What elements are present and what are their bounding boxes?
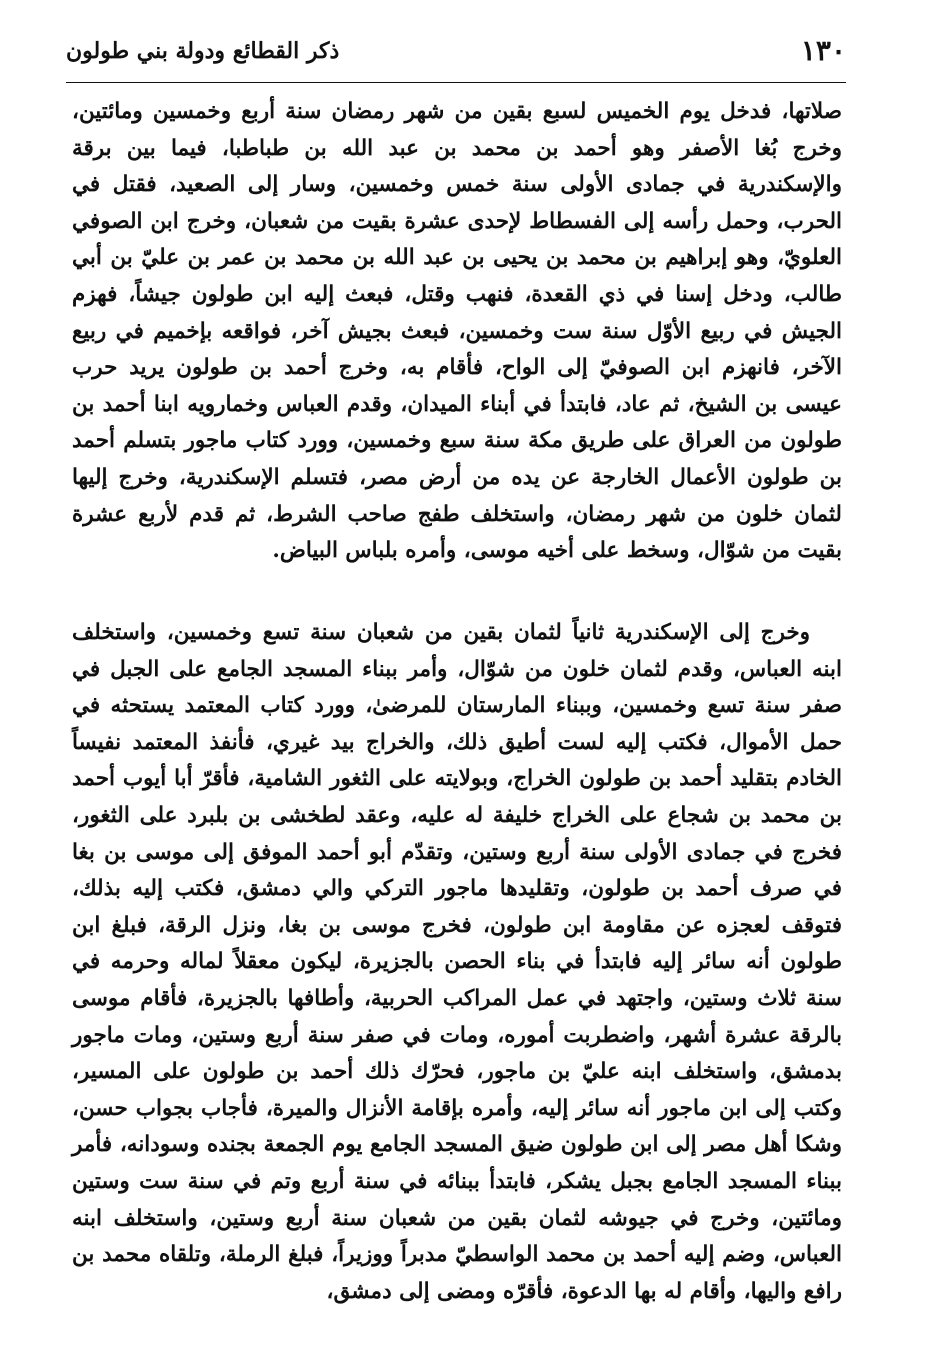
paragraph-text: وخرج إلى الإسكندرية ثانياً لثمان بقين من شعبان سنة تسع وخمسين، واستخلف ابنه العباس، وقدم لثمان خلون من شوّال، وأمر ببناء المسجد الجامع على الجبل في صفر سنة تسع وخمسين، وببناء المارستان للمرضىٰ، وورد كتاب المعتمد يستحثه في حمل الأموال، فكتب إليه لست أطيق ذلك، والخراج بيد غيري، فأنفذ المعتمد نفيساً الخادم بتقليد أحمد بن طولون الخراج، وبولايته على الثغور الشامية، فأقرّ أبا أيوب أحمد بن محمد بن شجاع على الخراج خليفة له عليه، وعقد لطخشى بن بلبرد على الثغور، فخرج في جمادى الأولى سنة أربع وستين، وتقدّم أبو أحمد الموفق إلى موسى بن بغا في صرف أحمد بن طولون، وتقليدها ماجور التركي والي دمشق، فكتب إليه بذلك، فتوقف لعجزه عن مقاومة ابن طولون، فخرج موسى بن بغا، ونزل الرقة، فبلغ ابن طولون أنه سائر إليه فابتدأ في بناء الحصن بالجزيرة، ليكون معقلاً لماله وحرمه في سنة ثلاث وستين، واجتهد في عمل المراكب الحربية، وأطافها بالجزيرة، فأقام موسى بالرقة عشرة أشهر، واضطربت أموره، ومات في صفر سنة أربع وستين، ومات ماجور بدمشق، واستخلف ابنه عليّ بن ماجور، فحرّك ذلك أحمد بن طولون على المسير، وكتب إلى ابن ماجور أنه سائر إليه، وأمره بإقامة الأنزال والميرة، فأجاب بجواب حسن، وشكا أهل مصر إلى ابن طولون ضيق المسجد الجامع يوم الجمعة بجنده وسودانه، فأمر ببناء المسجد الجامع بجبل يشكر، فابتدأ ببنائه في سنة أربع وتم في سنة ست وستين ومائتين، وخرج في جيوشه لثمان بقين من شعبان سنة أربع وستين، واستخلف ابنه العباس، وضم إليه أحمد بن محمد الواسطيّ مدبراً ووزيراً، فبلغ الرملة، وتلقاه محمد بن رافع واليها، وأقام له بها الدعوة، فأقرّه ومضى إلى دمشق، [72,620,842,1304]
page-number: ١٣٠ [800,34,846,67]
paragraph-text: صلاتها، فدخل يوم الخميس لسبع بقين من شهر رمضان سنة أربع وخمسين ومائتين، وخرج بُغا الأصفر وهو أحمد بن محمد بن عبد الله بن طباطبا، فيما بين برقة والإسكندرية في جمادى الأولى سنة خمس وخمسين، وسار إلى الصعيد، فقتل في الحرب، وحمل رأسه إلى الفسطاط لإحدى عشرة بقيت من شعبان، وخرج ابن الصوفي العلويّ، وهو إبراهيم بن محمد بن يحيى بن عبد الله بن محمد بن عمر بن عليّ بن أبي طالب، ودخل إسنا في ذي القعدة، فنهب وقتل، فبعث إليه ابن طولون جيشاً، فهزم الجيش في ربيع الأوّل سنة ست وخمسين، فبعث بجيش آخر، فواقعه بإخميم في ربيع الآخر، فانهزم ابن الصوفيّ إلى الواح، فأقام به، وخرج أحمد بن طولون يريد حرب عيسى بن الشيخ، ثم عاد، فابتدأ في أبناء الميدان، وقدم العباس وخمارويه ابنا أحمد بن طولون من العراق على طريق مكة سنة سبع وخمسين، وورد كتاب ماجور بتسلم أحمد بن طولون الأعمال الخارجة عن يده من أرض مصر، فتسلم الإسكندرية، وخرج إليها لثمان خلون من شهر رمضان، واستخلف طفج صاحب الشرط، ثم قدم لأربع عشرة بقيت من شوّال، وسخط على أخيه موسى، وأمره بلباس البياض. [72,99,842,564]
header-divider [66,82,846,83]
page-header [66,28,846,78]
running-title: ذكر القطائع ودولة بني طولون [66,38,340,64]
paragraph-1 [72,94,842,570]
paragraph-2 [72,615,842,1310]
